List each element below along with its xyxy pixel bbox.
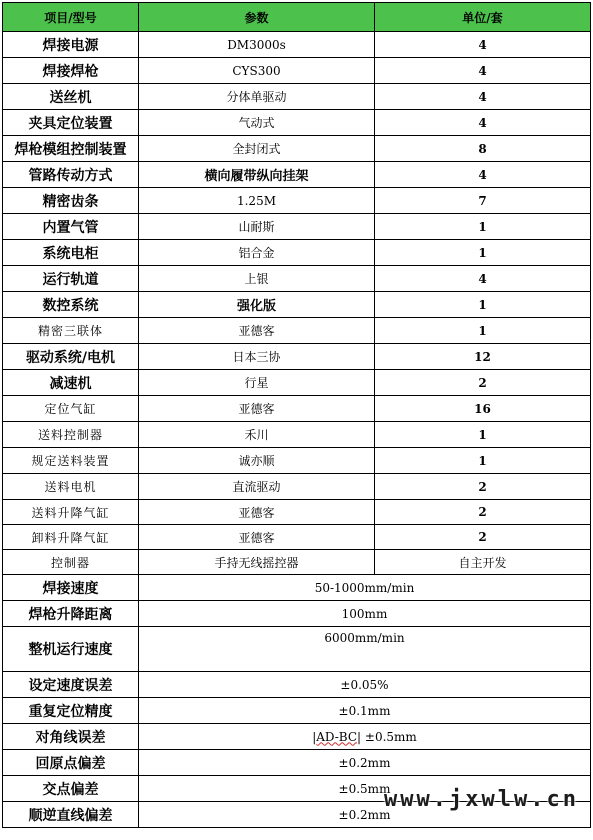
row-param: 气动式 xyxy=(139,110,375,136)
row-item: 夹具定位装置 xyxy=(3,110,139,136)
header-param: 参数 xyxy=(139,3,375,32)
row-param: 诚亦顺 xyxy=(139,448,375,474)
table-row xyxy=(3,32,591,58)
row-param: DM3000s xyxy=(139,32,375,58)
row-item: 内置气管 xyxy=(3,214,139,240)
spec-value: 50-1000mm/min xyxy=(139,575,591,601)
row-unit: 4 xyxy=(375,84,591,110)
row-unit: 4 xyxy=(375,32,591,58)
table-row xyxy=(3,318,591,344)
row-item: 焊接电源 xyxy=(3,32,139,58)
row-unit: 2 xyxy=(375,474,591,500)
spec-item: 焊枪升降距离 xyxy=(3,601,139,627)
table-row xyxy=(3,344,591,370)
row-item: 定位气缸 xyxy=(3,396,139,422)
spec-row xyxy=(3,698,591,724)
table-row xyxy=(3,422,591,448)
header-unit: 单位/套 xyxy=(375,3,591,32)
table-row xyxy=(3,292,591,318)
row-param: 亚德客 xyxy=(139,525,375,550)
row-unit: 4 xyxy=(375,266,591,292)
row-param: 直流驱动 xyxy=(139,474,375,500)
row-item: 焊接焊枪 xyxy=(3,58,139,84)
row-param: 亚德客 xyxy=(139,396,375,422)
diagonal-mark: AD-BC xyxy=(316,729,358,744)
row-unit: 2 xyxy=(375,525,591,550)
row-item: 送料电机 xyxy=(3,474,139,500)
spec-value: ±0.05% xyxy=(139,672,591,698)
row-item: 管路传动方式 xyxy=(3,162,139,188)
spec-row xyxy=(3,672,591,698)
table-row xyxy=(3,240,591,266)
row-unit: 1 xyxy=(375,240,591,266)
row-item: 送料升降气缸 xyxy=(3,500,139,525)
row-unit: 1 xyxy=(375,318,591,344)
spec-value xyxy=(139,724,591,750)
row-item: 焊枪模组控制装置 xyxy=(3,136,139,162)
row-item: 驱动系统/电机 xyxy=(3,344,139,370)
spec-item: 焊接速度 xyxy=(3,575,139,601)
row-unit: 1 xyxy=(375,448,591,474)
spec-value: ±0.2mm xyxy=(139,750,591,776)
row-item: 送丝机 xyxy=(3,84,139,110)
table-row xyxy=(3,110,591,136)
row-item: 系统电柜 xyxy=(3,240,139,266)
row-param: 亚德客 xyxy=(139,500,375,525)
row-unit: 1 xyxy=(375,422,591,448)
row-unit: 4 xyxy=(375,162,591,188)
table-row xyxy=(3,550,591,575)
row-param: 1.25M xyxy=(139,188,375,214)
diagonal-suffix: | ±0.5mm xyxy=(357,729,417,744)
table-row xyxy=(3,448,591,474)
row-item: 卸料升降气缸 xyxy=(3,525,139,550)
row-item: 减速机 xyxy=(3,370,139,396)
spec-table xyxy=(2,2,591,828)
row-param: 横向履带纵向挂架 xyxy=(139,162,375,188)
site-watermark: www.jxwlw.cn xyxy=(384,787,579,812)
row-param: 禾川 xyxy=(139,422,375,448)
row-param: 强化版 xyxy=(139,292,375,318)
row-item: 控制器 xyxy=(3,550,139,575)
row-param: CYS300 xyxy=(139,58,375,84)
spec-item: 顺逆直线偏差 xyxy=(3,802,139,828)
row-unit: 1 xyxy=(375,214,591,240)
table-row xyxy=(3,396,591,422)
row-unit: 自主开发 xyxy=(375,550,591,575)
spec-item: 整机运行速度 xyxy=(3,627,139,672)
row-item: 规定送料装置 xyxy=(3,448,139,474)
row-param: 铝合金 xyxy=(139,240,375,266)
row-unit: 16 xyxy=(375,396,591,422)
table-row xyxy=(3,58,591,84)
spec-item: 重复定位精度 xyxy=(3,698,139,724)
row-unit: 7 xyxy=(375,188,591,214)
spec-value: ±0.2mm xyxy=(139,802,591,828)
row-param: 手持无线摇控器 xyxy=(139,550,375,575)
spec-row xyxy=(3,575,591,601)
table-row xyxy=(3,266,591,292)
row-item: 精密三联体 xyxy=(3,318,139,344)
row-param: 日本三协 xyxy=(139,344,375,370)
row-unit: 2 xyxy=(375,500,591,525)
row-unit: 4 xyxy=(375,58,591,84)
diagonal-prefix: | xyxy=(312,729,317,744)
row-param: 行星 xyxy=(139,370,375,396)
row-param: 分体单驱动 xyxy=(139,84,375,110)
table-row xyxy=(3,370,591,396)
spec-value: ±0.1mm xyxy=(139,698,591,724)
spec-row xyxy=(3,627,591,672)
row-unit: 1 xyxy=(375,292,591,318)
row-param: 亚德客 xyxy=(139,318,375,344)
spec-row xyxy=(3,724,591,750)
header-item: 项目/型号 xyxy=(3,3,139,32)
spec-value: 100mm xyxy=(139,601,591,627)
spec-item: 设定速度误差 xyxy=(3,672,139,698)
row-param: 上银 xyxy=(139,266,375,292)
spec-value: ±0.5mm xyxy=(139,776,591,802)
table-header-row xyxy=(3,3,591,32)
row-item: 送料控制器 xyxy=(3,422,139,448)
spec-item: 回原点偏差 xyxy=(3,750,139,776)
spec-row xyxy=(3,601,591,627)
spec-value: 6000mm/min xyxy=(139,627,591,672)
table-row xyxy=(3,84,591,110)
table-row xyxy=(3,188,591,214)
row-unit: 12 xyxy=(375,344,591,370)
row-item: 运行轨道 xyxy=(3,266,139,292)
spec-item: 交点偏差 xyxy=(3,776,139,802)
row-param: 全封闭式 xyxy=(139,136,375,162)
spec-row xyxy=(3,750,591,776)
row-item: 数控系统 xyxy=(3,292,139,318)
row-unit: 4 xyxy=(375,110,591,136)
table-row xyxy=(3,474,591,500)
row-unit: 2 xyxy=(375,370,591,396)
spec-item: 对角线误差 xyxy=(3,724,139,750)
table-row xyxy=(3,136,591,162)
table-row xyxy=(3,500,591,525)
table-row xyxy=(3,525,591,550)
row-param: 山耐斯 xyxy=(139,214,375,240)
row-unit: 8 xyxy=(375,136,591,162)
table-row xyxy=(3,214,591,240)
row-item: 精密齿条 xyxy=(3,188,139,214)
table-row xyxy=(3,162,591,188)
